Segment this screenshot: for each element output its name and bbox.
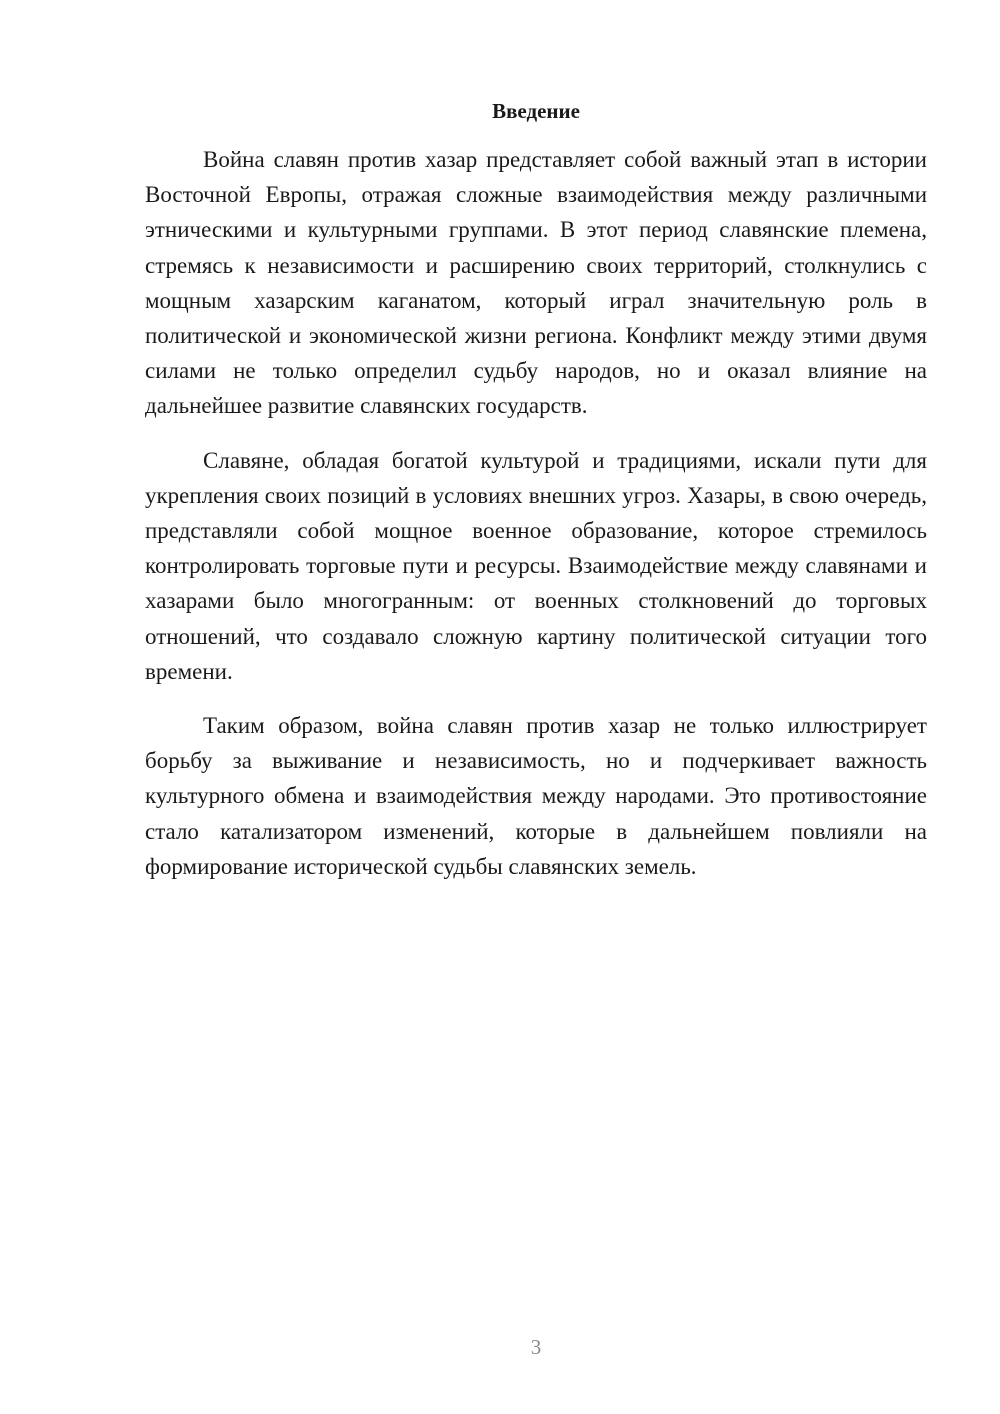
- paragraph: Таким образом, война славян против хазар не только иллюстрирует борьбу за выживание и независимость, но и подчеркивает важность культурного обмена и взаимодействия между народами. Это противостояние стало катализатором изменений, которые в дальнейшем повлияли на формирование исторической судьбы славянских земель.: [145, 713, 927, 879]
- section-heading: Введение: [492, 99, 580, 123]
- body-text: [145, 142, 927, 903]
- paragraph: Славяне, обладая богатой культурой и традициями, искали пути для укрепления своих позиций в условиях внешних угроз. Хазары, в свою очередь, представляли собой мощное военное образование, которое стремилось контролировать торговые пути и ресурсы. Взаимодействие между славянами и хазарами было многогранным: от военных столкновений до торговых отношений, что создавало сложную картину политической ситуации того времени.: [145, 447, 927, 684]
- page-number: 3: [530, 1335, 542, 1359]
- paragraph: Война славян против хазар представляет собой важный этап в истории Восточной Европы, отражая сложные взаимодействия между различными этническими и культурными группами. В этот период славянские племена, стремясь к независимости и расширению своих территорий, столкнулись с мощным хазарским каганатом, который играл значительную роль в политической и экономической жизни региона. Конфликт между этими двумя силами не только определил судьбу народов, но и оказал влияние на дальнейшее развитие славянских государств.: [145, 147, 927, 419]
